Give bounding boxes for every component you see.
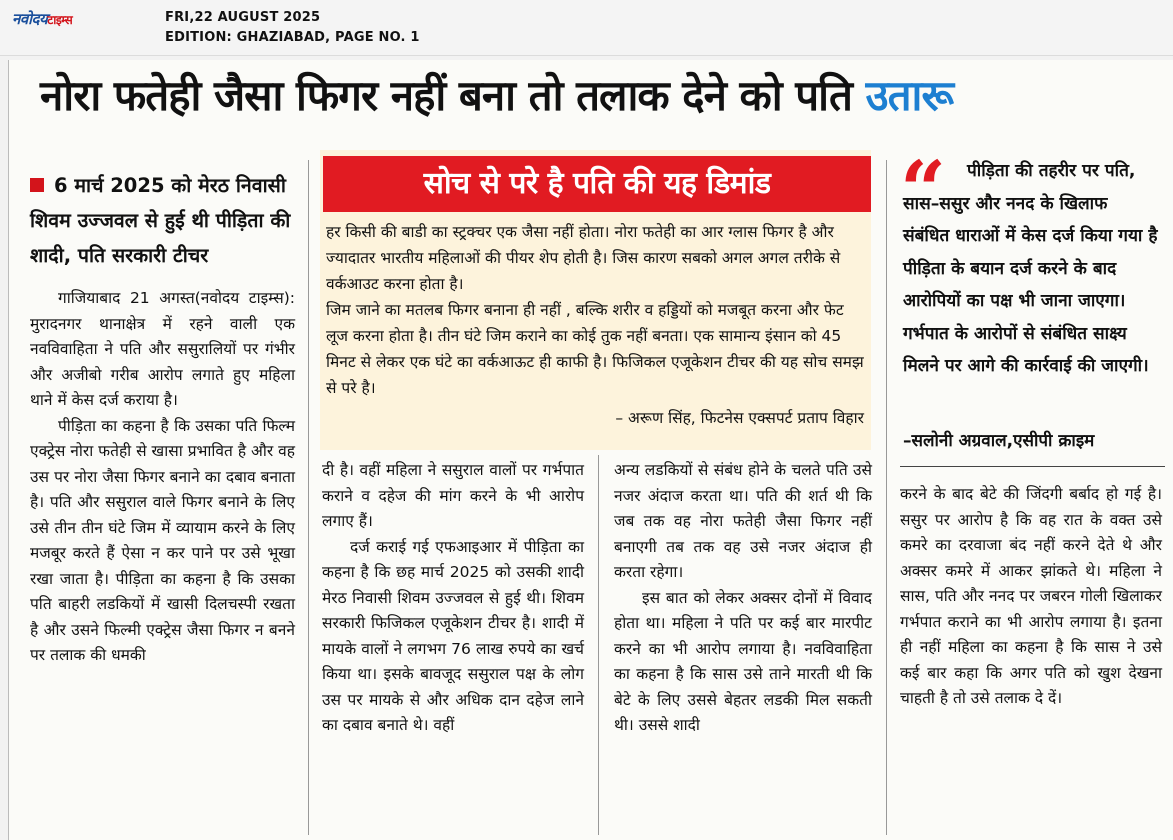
expert-paragraph: जिम जाने का मतलब फिगर बनाना ही नहीं , बल्कि शरीर व हड्डियों को मजबूत करना और फेट लूज करना होता है। तीन घंटे जिम कराने का कोई तुक नहीं बनता। एक सामान्य इंसान को 45 मिनट से लेकर एक घंटे का वर्कआऊट ही काफी है। फिजिकल एजूकेशन टीचर की यह सोच समझ से परे है।	[326, 301, 864, 397]
quote-body: पीड़िता की तहरीर पर पति, सास–ससुर और ननद के खिलाफ संबंधित धाराओं में केस दर्ज किया गया है पीड़िता के बयान दर्ज करने के बाद आरोपियों का पक्ष भी जाना जाएगा। गर्भपात के आरोपों से संबंधित साक्ष्य मिलने पर आगे की कार्रवाई की जाएगी।	[903, 161, 1158, 376]
logo-sub: टाइम्स	[47, 13, 73, 27]
bullet-square-icon	[30, 178, 44, 192]
paragraph: अन्य लडकियों से संबंध होने के चलते पति उसे नजर अंदाज करता था। पति की शर्त थी कि जब तक वह नोरा फतेही जैसा फिगर नहीं बनाएगी तब तक वह उसे नजर अंदाज ही करता रहेगा।	[614, 461, 872, 581]
masthead-bar	[0, 0, 1173, 56]
edition-line: EDITION: GHAZIABAD, PAGE NO. 1	[165, 30, 420, 45]
expert-paragraph: हर किसी की बाडी का स्ट्रक्चर एक जैसा नहीं होता। नोरा फतेही का आर ग्लास फिगर है और ज्यादातर भारतीय महिलाओं की पीयर शेप होती है। जिस कारण सबको अगल अगल तरीके से वर्कआउट करना होता है।	[326, 223, 841, 293]
date-line: FRI,22 AUGUST 2025	[165, 10, 321, 25]
article-column-1	[30, 286, 295, 669]
newspaper-logo[interactable]	[12, 9, 72, 29]
expert-box-title: सोच से परे है पति की यह डिमांड	[323, 156, 871, 212]
paragraph: दी है। वहीं महिला ने ससुराल वालों पर गर्भपात कराने व दहेज की मांग करने के भी आरोप लगाए हैं।	[322, 461, 584, 530]
article-column-4	[900, 482, 1162, 712]
quote-divider	[900, 466, 1165, 467]
headline-main: नोरा फतेही जैसा फिगर नहीं बना तो तलाक देने को पति	[40, 71, 852, 120]
paragraph: दर्ज कराई गई एफआइआर में पीड़िता का कहना है कि छह मार्च 2025 को उसकी शादी मेरठ निवासी शिवम उज्जवल से हुई थी। शिवम सरकारी फिजिकल एजूकेशन टीचर है। शादी में मायके वालों ने लगभग 76 लाख रुपये का खर्च किया था। इसके बावजूद ससुराल पक्ष के लोग उस पर मायके से और अधिक दान दहेज लाने का दबाव बनाते थे। वहीं	[322, 537, 584, 734]
logo-main: नवोदय	[12, 10, 48, 28]
expert-signature: – अरूण सिंह, फिटनेस एक्सपर्ट प्रताप विहार	[615, 409, 864, 427]
column-divider	[886, 160, 887, 835]
paragraph: करने के बाद बेटे की जिंदगी बर्बाद हो गई है। ससुर पर आरोप है कि वह रात के वक्त उसे कमरे का दरवाजा बंद नहीं करने देते थे और अक्सर कमरे में आकर झांकते थे। महिला ने सास, पति और ननद पर जबरन गोली खिलाकर गर्भपात कराने का भी आरोप लगाया है। इतना ही नहीं महिला का कहना है कि सास ने उसे कई बार कहा कि अगर पति को खुश देखना चाहती है तो उसे तलाक दे दें।	[900, 485, 1162, 707]
quote-mark-icon: “	[900, 143, 947, 237]
police-quote-text	[903, 155, 1158, 383]
police-quote-signature: –सलोनी अग्रवाल,एसीपी क्राइम	[903, 431, 1095, 451]
column-divider	[308, 160, 309, 835]
headline-accent: उतारू	[865, 71, 954, 120]
page-left-edge	[8, 60, 9, 840]
article-subhead	[30, 168, 300, 273]
page-headline	[40, 66, 1165, 123]
article-column-2	[322, 458, 584, 739]
paragraph: इस बात को लेकर अक्सर दोनों में विवाद होता था। महिला ने पति पर कई बार मारपीट करने का भी आरोप लगाया है। नवविवाहिता का कहना है कि सास उसे ताने मारती थी कि बेटे के लिए उससे बेहतर लडकी मिल सकती थी। उससे शादी	[614, 588, 872, 734]
column-divider	[598, 455, 599, 835]
paragraph: गाजियाबाद 21 अगस्त(नवोदय टाइम्स): मुरादनगर थानाक्षेत्र में रहने वाली एक नवविवाहिता ने पति और ससुरालियों पर गंभीर और अजीबो गरीब आरोप लगाते हुए महिला थाने में केस दर्ज कराया है।	[30, 289, 295, 409]
article-column-3	[614, 458, 872, 739]
paragraph: पीड़िता का कहना है कि उसका पति फिल्म एक्ट्रेस नोरा फतेही से खासा प्रभावित है और वह उस पर नोरा जैसा फिगर बनाने का दबाव बनाता है। पति और ससुराल वाले फिगर बनाने के लिए उसे तीन तीन घंटे जिम में व्यायाम करने के लिए मजबूर करते हैं ऐसा न कर पाने पर उसे भूखा रखा जाता है। पीड़िता का कहना है कि उसका पति बाहरी लडकियों में खासी दिलचस्पी रखता है और उसने फिल्मी एक्ट्रेस जैसा फिगर न बनने पर तलाक की धमकी	[30, 416, 295, 664]
subhead-text: 6 मार्च 2025 को मेरठ निवासी शिवम उज्जवल से हुई थी पीड़िता की शादी, पति सरकारी टीचर	[30, 174, 291, 267]
expert-box-body	[326, 219, 866, 401]
